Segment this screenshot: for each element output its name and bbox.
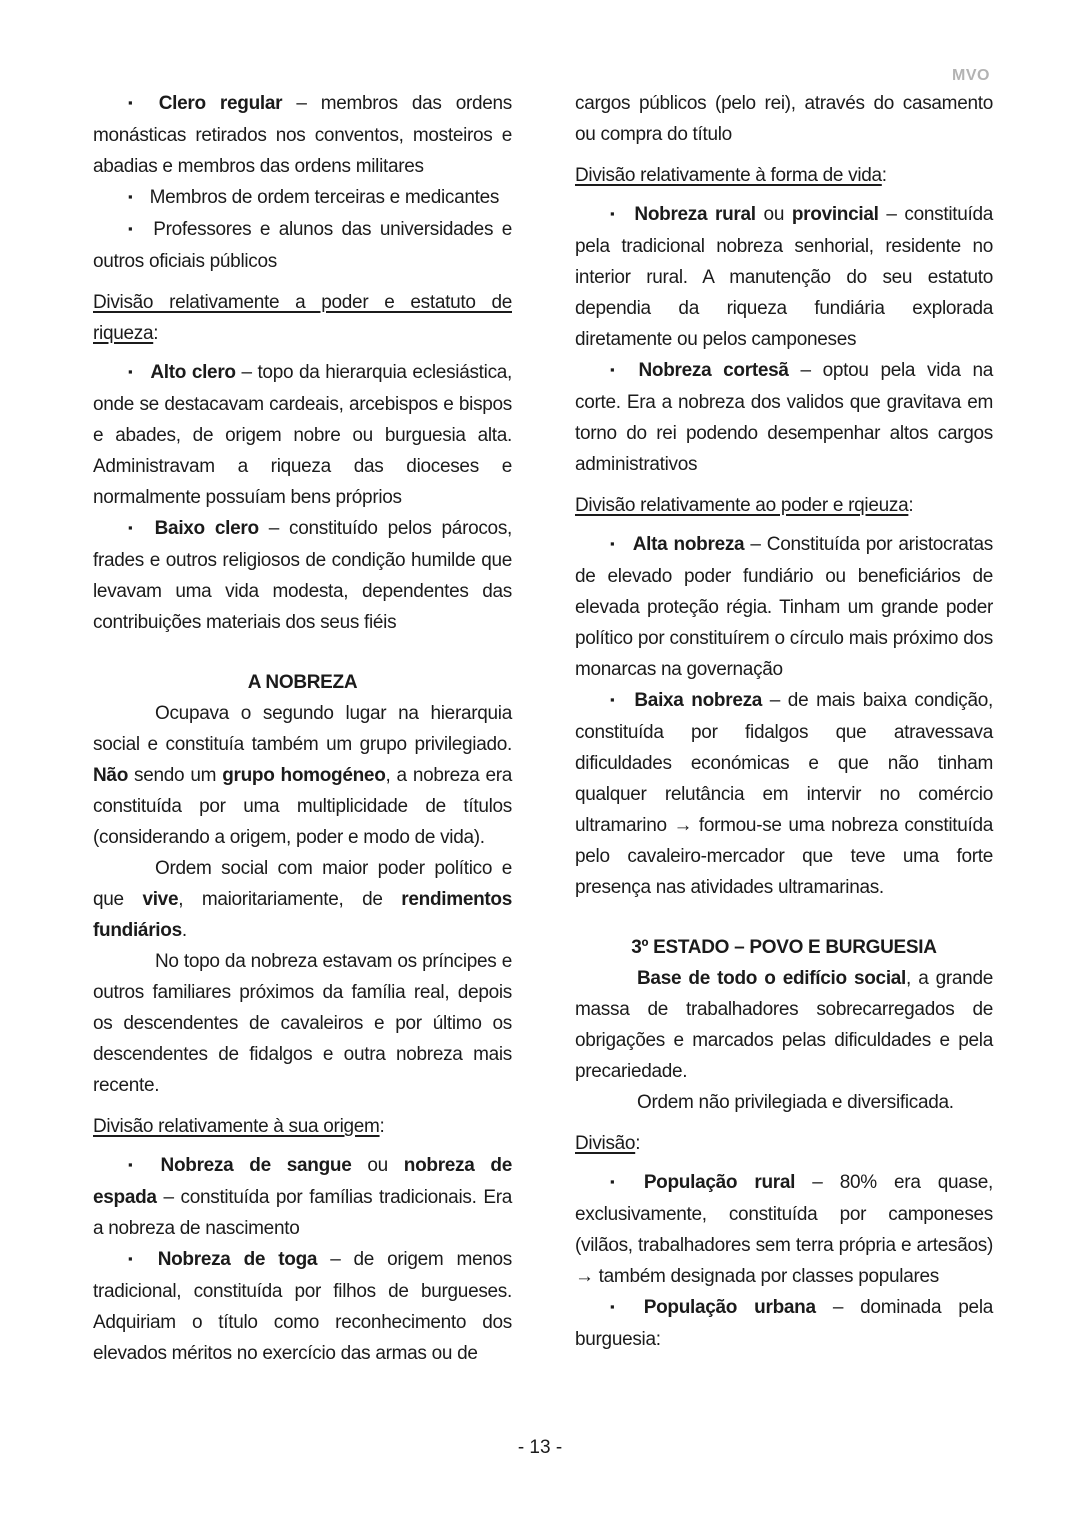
bullet-icon: ▪ xyxy=(128,221,137,236)
heading-divisao xyxy=(575,1128,993,1159)
text-run: – dominada pela burguesia: xyxy=(575,1297,994,1350)
bullet-membros-ordem xyxy=(93,182,512,214)
text-run: formou-se uma nobreza constituída pelo cavaleiro-mercador que teve uma forte presença nas atividades ultramarinas. xyxy=(575,815,994,898)
bullet-icon: ▪ xyxy=(128,1251,141,1266)
text-run: Baixa nobreza xyxy=(634,690,763,711)
text-run: : xyxy=(379,1116,385,1137)
bullet-alta-nobreza xyxy=(575,529,993,685)
bullet-icon: ▪ xyxy=(610,536,616,551)
text-run: A NOBREZA xyxy=(247,672,358,693)
text-run: rendimentos fundiários xyxy=(93,889,512,941)
text-run: → xyxy=(673,815,693,836)
bullet-icon: ▪ xyxy=(128,520,138,535)
bullet-clero-regular xyxy=(93,88,512,182)
text-run: Alta nobreza xyxy=(632,534,745,555)
bullet-icon: ▪ xyxy=(610,692,618,707)
text-run: – 80% era quase, exclusivamente, constituída por camponeses (vilãos, trabalhadores sem terra própria e artesãos) xyxy=(575,1172,993,1256)
text-run: – constituída pela tradicional nobreza senhorial, residente no interior rural. A manutenção do seu estatuto dependia da riqueza fundiária explorada diretamente ou pelos camponeses xyxy=(575,204,993,350)
text-run: → xyxy=(575,1266,594,1287)
text-run: Ordem social com maior poder político e que xyxy=(93,858,512,910)
bullet-nobreza-rural xyxy=(575,199,993,355)
text-run: : xyxy=(908,495,914,516)
bullet-alto-clero xyxy=(93,357,512,513)
text-run: – de mais baixa condição, constituída por fidalgos que atravessava dificuldades económicas e que não tinham qualquer relutância em intervir no comércio ultramarino xyxy=(575,690,994,836)
text-run: – de origem menos tradicional, constituída por filhos de burgueses. Adquiriam o título como reconhecimento dos elevados méritos no exercício das armas ou de xyxy=(93,1249,512,1364)
bullet-populacao-urbana xyxy=(575,1292,993,1355)
text-run: Alto clero xyxy=(150,362,236,383)
heading-divisao-poder-estatuto xyxy=(93,287,512,349)
text-run: Nobreza de toga xyxy=(157,1249,318,1270)
text-run: ou xyxy=(351,1155,404,1176)
text-run: Divisão relativamente a poder e estatuto de riqueza xyxy=(93,292,512,344)
bullet-professores xyxy=(93,214,512,277)
bullet-nobreza-cortesa xyxy=(575,355,993,480)
bullet-icon: ▪ xyxy=(610,206,618,221)
text-run: No topo da nobreza estavam os príncipes e outros familiares próximos da família real, depois os descendentes de cavaleiros e por último os descendentes de fidalgos e outra nobreza mais recente. xyxy=(93,951,512,1096)
text-run: Nobreza cortesã xyxy=(638,360,789,381)
text-run: sendo um xyxy=(128,765,223,786)
section-heading-terceiro-estado xyxy=(575,932,993,963)
text-run: : xyxy=(153,323,159,344)
text-run: cargos públicos (pelo rei), através do casamento ou compra do título xyxy=(575,93,993,145)
text-run: Divisão relativamente ao poder e rqieuza xyxy=(575,495,909,516)
text-run: – membros das ordens monásticas retirados nos conventos, mosteiros e abadias e membros das ordens militares xyxy=(93,93,513,177)
bullet-icon: ▪ xyxy=(128,95,142,110)
text-run: Baixo clero xyxy=(154,518,259,539)
text-run: Divisão relativamente à sua origem xyxy=(93,1116,380,1137)
heading-divisao-forma-vida xyxy=(575,160,993,191)
page-number: - 13 - xyxy=(517,1437,563,1458)
paragraph-base-edificio xyxy=(575,963,993,1087)
text-run: Professores e alunos das universidades e outros oficiais públicos xyxy=(93,219,513,272)
text-run: Clero regular xyxy=(158,93,283,114)
text-run: grupo homogéneo xyxy=(222,765,386,786)
text-run: Ordem não privilegiada e diversificada. xyxy=(637,1092,954,1113)
paragraph-topo-nobreza xyxy=(93,946,512,1101)
text-run: População rural xyxy=(643,1172,796,1193)
text-run: – optou pela vida na corte. Era a nobreza dos validos que gravitava em torno do rei podendo desempenhar altos cargos administrativos xyxy=(575,360,994,475)
bullet-baixo-clero xyxy=(93,513,512,638)
text-run: Nobreza de sangue xyxy=(160,1155,352,1176)
text-run: – constituída por famílias tradicionais. Era a nobreza de nascimento xyxy=(93,1187,512,1239)
text-run: População urbana xyxy=(643,1297,816,1318)
text-run: nobreza de espada xyxy=(93,1155,512,1208)
text-run: . xyxy=(181,920,187,941)
heading-divisao-poder-riqueza xyxy=(575,490,993,521)
bullet-baixa-nobreza xyxy=(575,685,993,903)
paragraph-ordem-nao-privilegiada xyxy=(575,1087,993,1118)
text-run: – constituído pelos párocos, frades e outros religiosos de condição humilde que levavam uma vida modesta, dependentes das contribuições materiais dos seus fiéis xyxy=(93,518,513,633)
bullet-icon: ▪ xyxy=(610,1174,627,1189)
text-run: provincial xyxy=(791,204,879,225)
paragraph-ordem-social xyxy=(93,853,512,946)
text-run: – Constituída por aristocratas de elevado poder fundiário ou beneficiários de elevada proteção régia. Tinham um grande poder político por constituírem o círculo mais próximo dos monarcas na governação xyxy=(575,534,994,680)
text-run: , a nobreza era constituída por uma multiplicidade de títulos (considerando a origem, poder e modo de vida). xyxy=(93,765,513,848)
text-run: – topo da hierarquia eclesiástica, onde se destacavam cardeais, arcebispos e bispos e abades, de origem nobre ou burguesia alta. Administravam a riqueza das dioceses e normalmente possuíam bens próprios xyxy=(93,362,513,508)
text-run: também designada por classes populares xyxy=(593,1266,939,1287)
bullet-icon: ▪ xyxy=(128,364,134,379)
text-run: 3º ESTADO – POVO E BURGUESIA xyxy=(631,937,937,958)
bullet-icon: ▪ xyxy=(128,189,133,204)
paragraph-nobreza-intro xyxy=(93,698,512,853)
heading-divisao-origem xyxy=(93,1111,512,1142)
paragraph-cargos-publicos xyxy=(575,88,993,150)
text-run: Ocupava o segundo lugar na hierarquia social e constituía também um grupo privilegiado. xyxy=(93,703,512,755)
text-run: vive xyxy=(142,889,179,910)
bullet-nobreza-sangue xyxy=(93,1150,512,1244)
text-run: , maioritariamente, de xyxy=(178,889,402,910)
bullet-icon: ▪ xyxy=(610,1299,627,1314)
bullet-nobreza-toga xyxy=(93,1244,512,1369)
text-run: , a grande massa de trabalhadores sobrecarregados de obrigações e marcados pelas dificuldades e pela precariedade. xyxy=(575,968,993,1082)
bullet-populacao-rural xyxy=(575,1167,993,1292)
text-run: ou xyxy=(755,204,792,225)
text-run: Membros de ordem terceiras e medicantes xyxy=(149,187,500,208)
text-run: Divisão relativamente à forma de vida xyxy=(575,165,882,186)
left-column xyxy=(93,88,512,1369)
bullet-icon: ▪ xyxy=(128,1157,144,1172)
text-run: Divisão xyxy=(575,1133,636,1154)
text-run: : xyxy=(635,1133,641,1154)
bullet-icon: ▪ xyxy=(610,362,622,377)
text-run: : xyxy=(881,165,887,186)
text-run: Base de todo o edifício social xyxy=(637,968,907,989)
text-run: Não xyxy=(93,765,128,786)
right-column xyxy=(575,88,993,1355)
text-run: Nobreza rural xyxy=(634,204,756,225)
author-initials-watermark: MVO xyxy=(952,67,990,84)
section-heading-nobreza xyxy=(93,667,512,698)
